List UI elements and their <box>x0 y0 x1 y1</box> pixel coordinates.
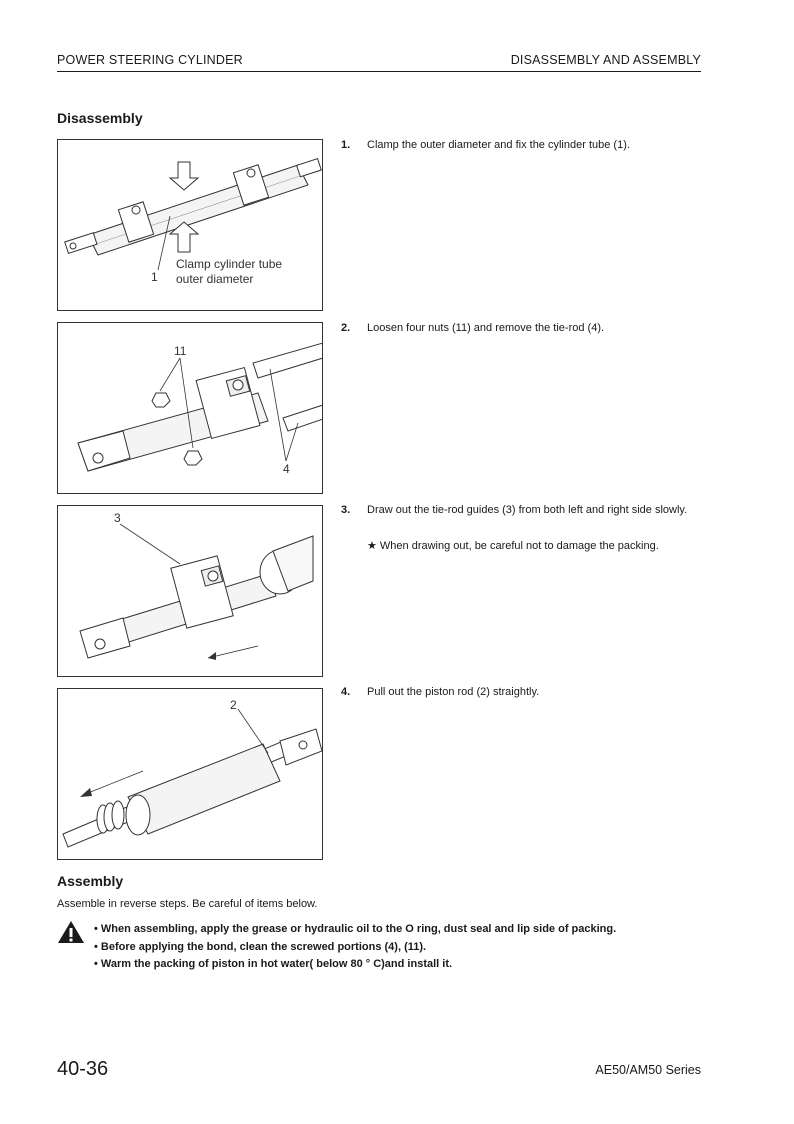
figure-step-1 <box>57 139 323 311</box>
figure-step-2 <box>57 322 323 494</box>
assembly-bullet-list <box>94 921 616 974</box>
warning-triangle-icon <box>57 920 85 944</box>
page-number: 40-36 <box>57 1058 109 1080</box>
section-title: POWER STEERING CYLINDER <box>57 53 243 67</box>
page-header <box>57 53 701 72</box>
caption-line-1: Clamp cylinder tube <box>176 257 283 271</box>
disassembly-heading: Disassembly <box>57 110 143 126</box>
series-name: AE50/AM50 Series <box>595 1063 701 1077</box>
step-text: Clamp the outer diameter and fix the cylinder tube (1). <box>367 139 630 151</box>
figure-step-4 <box>57 688 323 860</box>
assembly-heading: Assembly <box>57 873 124 889</box>
step-text: Loosen four nuts (11) and remove the tie-rod (4). <box>367 322 605 334</box>
chapter-title: DISASSEMBLY AND ASSEMBLY <box>510 53 701 67</box>
piston-rod-illustration <box>58 689 322 859</box>
assembly-bullet: • When assembling, apply the grease or hydraulic oil to the O ring, dust seal and lip side of packing. <box>94 923 617 935</box>
tie-rod-illustration <box>58 323 322 493</box>
step-number: 4. <box>341 686 351 698</box>
assembly-intro: Assemble in reverse steps. Be careful of items below. <box>57 898 318 910</box>
caption-line-2: outer diameter <box>176 272 254 286</box>
step-number: 2. <box>341 322 351 334</box>
step-number: 3. <box>341 504 351 516</box>
callout-2: 2 <box>230 698 237 712</box>
step-number: 1. <box>341 139 351 151</box>
callout-11: 11 <box>174 344 187 358</box>
step-text: Pull out the piston rod (2) straightly. <box>367 686 540 698</box>
tie-rod-guide-illustration <box>58 506 322 676</box>
callout-3: 3 <box>114 511 121 525</box>
step-3-note: ★ When drawing out, be careful not to damage the packing. <box>367 540 659 552</box>
step-text: Draw out the tie-rod guides (3) from both left and right side slowly. <box>367 504 688 516</box>
callout-1: 1 <box>151 270 158 284</box>
assembly-bullet: • Warm the packing of piston in hot water( below 80 ° C)and install it. <box>94 958 453 970</box>
figure-step-3 <box>57 505 323 677</box>
callout-4: 4 <box>283 462 290 476</box>
clamp-cylinder-illustration <box>58 140 322 310</box>
assembly-bullet: • Before applying the bond, clean the screwed portions (4), (11). <box>94 940 427 953</box>
